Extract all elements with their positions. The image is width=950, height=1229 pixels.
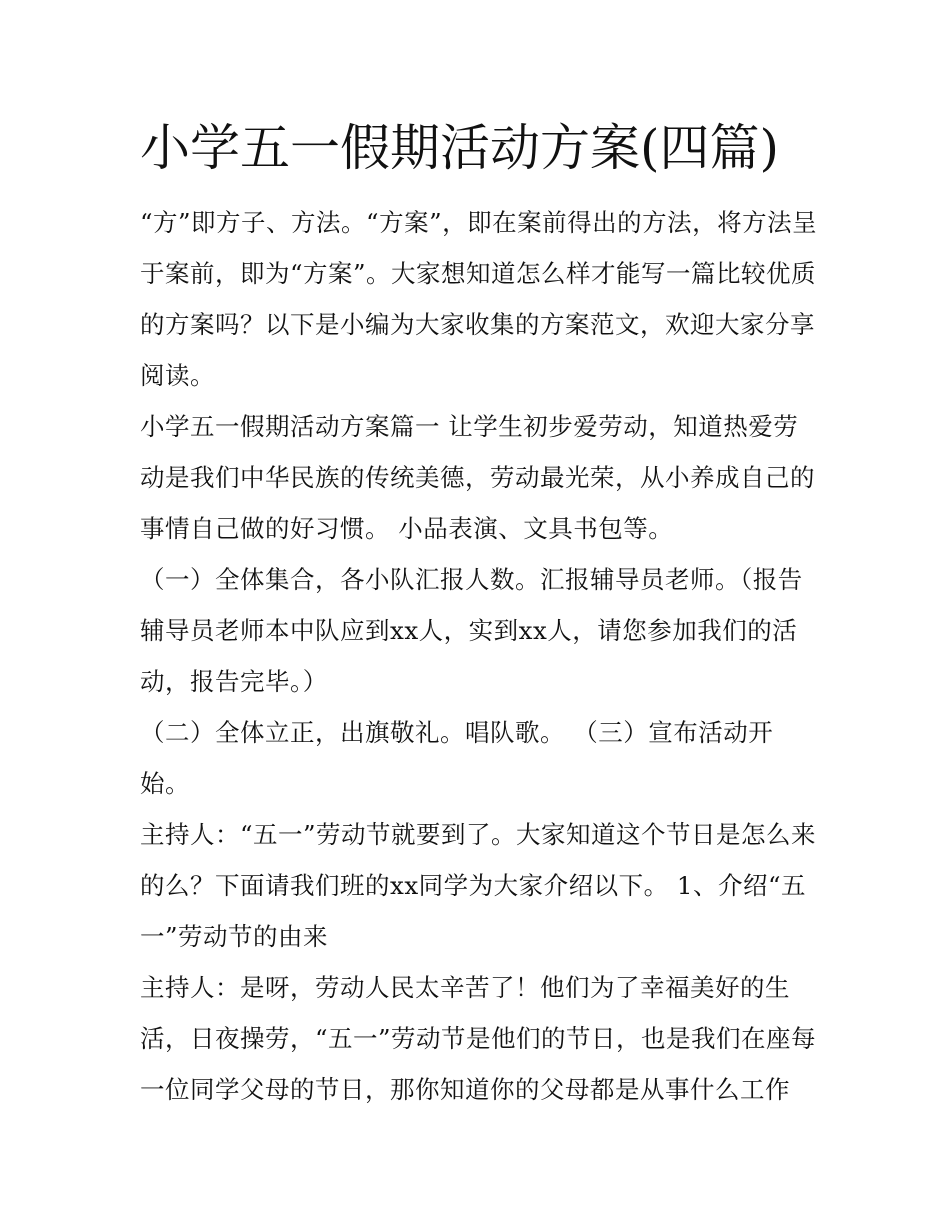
paragraph-step-one: （一）全体集合，各小队汇报人数。汇报辅导员老师。（报告辅导员老师本中队应到xx人，实到xx人，请您参加我们的活动，报告完毕。）: [140, 565, 803, 696]
document-body: [140, 197, 820, 1115]
document-title: 小学五一假期活动方案(四篇): [140, 119, 780, 177]
paragraph-plan-one: 小学五一假期活动方案篇一 让学生初步爱劳动，知道热爱劳动是我们中华民族的传统美德，劳动最光荣，从小养成自己的事情自己做的好习惯。 小品表演、文具书包等。: [140, 412, 815, 543]
paragraph-host-one: 主持人：“五一”劳动节就要到了。大家知道这个节日是怎么来的么？下面请我们班的xx同学为大家介绍以下。 1、介绍“五一”劳动节的由来: [140, 820, 817, 951]
paragraph-host-two: 主持人：是呀，劳动人民太辛苦了！他们为了幸福美好的生活，日夜操劳，“五一”劳动节是他们的节日，也是我们在座每一位同学父母的节日，那你知道你的父母都是从事什么工作: [140, 973, 817, 1104]
paragraph-intro: “方”即方子、方法。“方案”，即在案前得出的方法，将方法呈于案前，即为“方案”。大家想知道怎么样才能写一篇比较优质的方案吗？以下是小编为大家收集的方案范文，欢迎大家分享阅读。: [140, 208, 818, 390]
paragraph-step-two-three: （二）全体立正，出旗敬礼。唱队歌。 （三）宣布活动开始。: [140, 718, 774, 798]
